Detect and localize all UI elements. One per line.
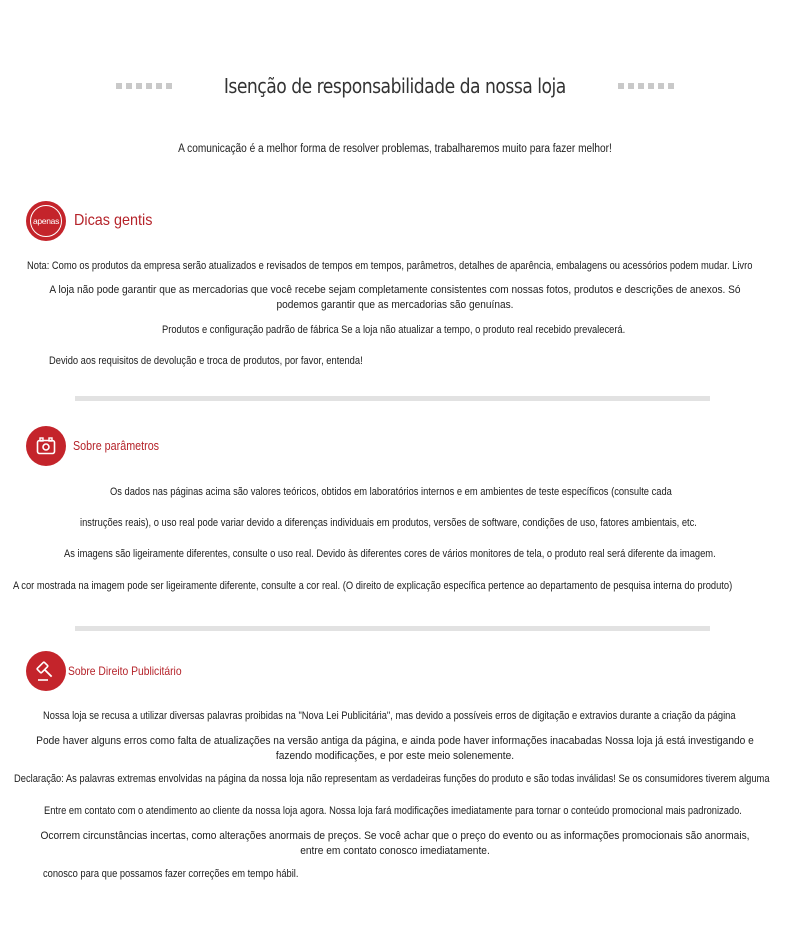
params-line-3: As imagens são ligeiramente diferentes, consulte o uso real. Devido às diferentes cores de vários monitores de tela, o produto real será diferente da imagem. xyxy=(64,548,716,560)
section-title-params: Sobre parâmetros xyxy=(73,439,160,453)
camera-icon xyxy=(26,426,66,466)
tips-line-1: Nota: Como os produtos da empresa serão atualizados e revisados de tempos em tempos, parâmetros, detalhes de aparência, embalagens ou acessórios podem mudar. Livro xyxy=(27,260,753,272)
advertising-line-5: Ocorrem circunstâncias incertas, como alterações anormais de preços. Se você achar que o preço do evento ou as informações promocionais são anormais, entre em contato conosco imediatamente. xyxy=(40,830,750,857)
section-divider-2 xyxy=(75,626,710,631)
page-subtitle: A comunicação é a melhor forma de resolver problemas, trabalharemos muito para fazer melhor! xyxy=(178,143,612,155)
advertising-line-1: Nossa loja se recusa a utilizar diversas palavras proibidas na "Nova Lei Publicitária", mas devido a possíveis erros de digitação e extravios durante a criação da página xyxy=(43,710,736,722)
page-title: Isenção de responsabilidade da nossa loja xyxy=(224,74,566,98)
gavel-icon xyxy=(26,651,66,691)
apenas-badge-icon xyxy=(26,201,66,241)
left-dots-decoration xyxy=(116,83,172,89)
section-divider-1 xyxy=(75,396,710,401)
section-title-advertising: Sobre Direito Publicitário xyxy=(68,664,182,678)
params-line-4: A cor mostrada na imagem pode ser ligeiramente diferente, consulte a cor real. (O direito de explicação específica pertence ao departamento de pesquisa interna do produto) xyxy=(13,580,733,592)
tips-line-3: Produtos e configuração padrão de fábrica Se a loja não atualizar a tempo, o produto real recebido prevalecerá. xyxy=(162,324,626,336)
title-row xyxy=(0,68,790,104)
right-dots-decoration xyxy=(618,83,674,89)
tips-line-4: Devido aos requisitos de devolução e troca de produtos, por favor, entenda! xyxy=(49,355,363,367)
advertising-line-2: Pode haver alguns erros como falta de atualizações na versão antiga da página, e ainda pode haver informações inacabadas Nossa loja já está investigando e fazendo modificações, e por este meio solenemente. xyxy=(36,735,754,762)
tips-line-2: A loja não pode garantir que as mercadorias que você recebe sejam completamente consistentes com nossas fotos, produtos e descrições de anexos. Só podemos garantir que as mercadorias são genuínas. xyxy=(49,284,741,311)
section-title-tips: Dicas gentis xyxy=(74,212,153,229)
params-line-2: instruções reais), o uso real pode variar devido a diferenças individuais em produtos, versões de software, condições de uso, fatores ambientais, etc. xyxy=(80,517,697,529)
advertising-line-4: Entre em contato com o atendimento ao cliente da nossa loja agora. Nossa loja fará modificações imediatamente para tornar o conteúdo promocional mais padronizado. xyxy=(44,805,742,817)
params-line-1: Os dados nas páginas acima são valores teóricos, obtidos em laboratórios internos e em ambientes de teste específicos (consulte cada xyxy=(110,486,672,498)
advertising-line-6: conosco para que possamos fazer correções em tempo hábil. xyxy=(43,868,299,880)
apenas-badge-label: apenas xyxy=(30,205,62,237)
advertising-line-3: Declaração: As palavras extremas envolvidas na página da nossa loja não representam as verdadeiras funções do produto e são todas inválidas! Se os consumidores tiverem alguma xyxy=(14,773,770,785)
